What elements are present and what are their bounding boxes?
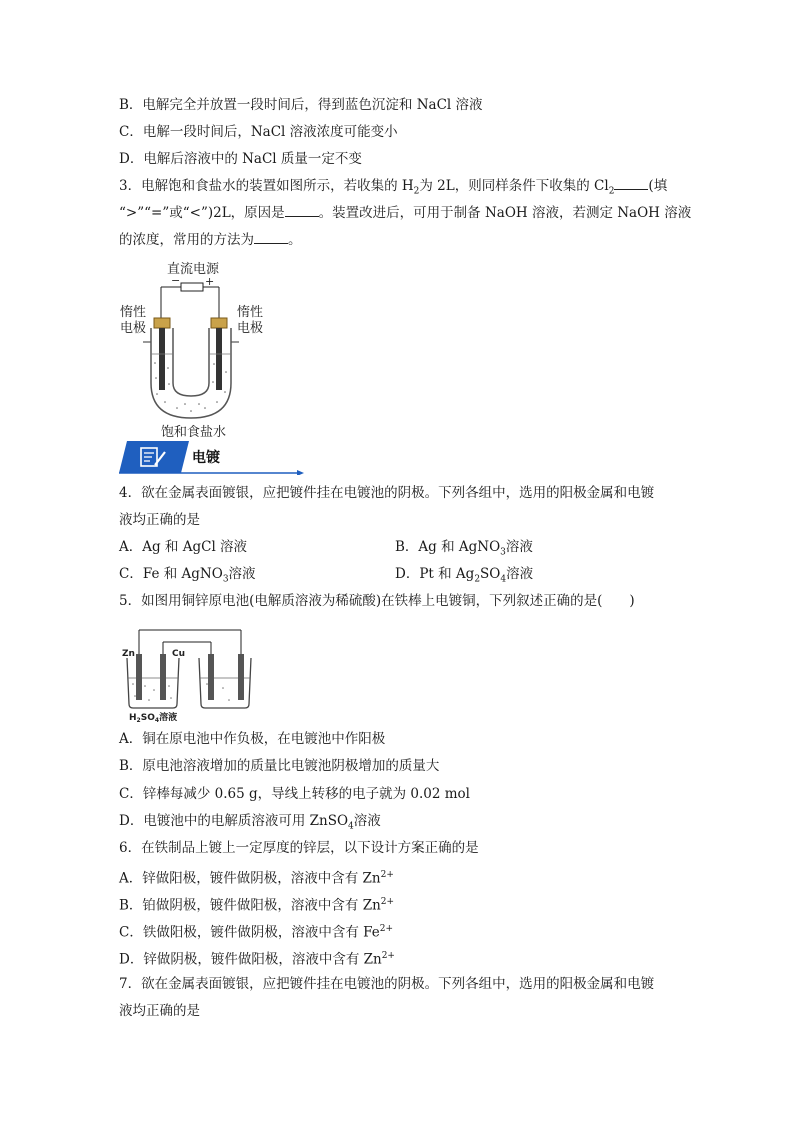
zn-label: Zn (122, 649, 135, 659)
cu-electrode (160, 654, 166, 700)
q2-option-c: C．电解一段时间后，NaCl 溶液浓度可能变小 (119, 124, 398, 140)
q7-stem-line1: 7．欲在金属表面镀银，应把镀件挂在电镀池的阴极。下列各组中，选用的阳极金属和电镀 (119, 976, 655, 992)
galvanic-plating-figure (119, 620, 259, 724)
left-electrode (159, 328, 165, 390)
cu-label: Cu (172, 649, 186, 659)
q4-stem-line2: 液均正确的是 (119, 512, 200, 528)
q3-stem-line1: 3．电解饱和食盐水的装置如图所示，若收集的 $H_2$为 2L，则同样条件下收集的 $Cl_2$ (填 (119, 178, 668, 197)
q5-stem: 5．如图用铜锌原电池(电解质溶液为稀硫酸)在铁棒上电镀铜，下列叙述正确的是( ) (119, 593, 635, 609)
q5-option-c: C．锌棒每减少 0.65 g，导线上转移的电子就为 0.02 mol (119, 786, 470, 802)
right-electrode (216, 328, 222, 390)
battery-icon (181, 283, 203, 291)
q4-option-b: B．Ag 和 AgNO$_3$溶液 (395, 539, 533, 558)
electrolyte-label: $H_2SO_4$溶液 (129, 713, 178, 724)
iron-rod (238, 654, 244, 700)
left-stopper (154, 318, 170, 328)
q6-option-b: B．铂做阴极，镀件做阳极，溶液中含有 $Zn^{2+}$ (119, 897, 395, 914)
answer-blank (285, 204, 319, 217)
answer-blank (254, 231, 288, 244)
plating-anode (208, 654, 214, 700)
section-title: 电镀 (192, 450, 220, 466)
q6-option-d: D．锌做阴极，镀件做阳极，溶液中含有 $Zn^{2+}$ (119, 951, 395, 968)
left-electrode-label-1: 惰性 (120, 305, 147, 320)
q6-option-a: A．锌做阳极，镀件做阴极，溶液中含有 $Zn^{2+}$ (119, 870, 394, 887)
q6-stem: 6．在铁制品上镀上一定厚度的锌层，以下设计方案正确的是 (119, 840, 479, 856)
power-source-label: 直流电源 (167, 262, 220, 277)
electrolysis-u-tube-figure (115, 258, 275, 438)
positive-terminal: + (205, 275, 215, 288)
q5-option-a: A．铜在原电池中作负极，在电镀池中作阳极 (119, 731, 386, 747)
q4-option-c: C．Fe 和 AgNO$_3$溶液 (119, 566, 256, 585)
q4-stem-line1: 4．欲在金属表面镀银，应把镀件挂在电镀池的阴极。下列各组中，选用的阳极金属和电镀 (119, 485, 655, 501)
q5-option-d: D．电镀池中的电解质溶液可用 ZnSO$_4$溶液 (119, 813, 381, 832)
q6-option-c: C．铁做阳极，镀件做阴极，溶液中含有 $Fe^{2+}$ (119, 924, 394, 941)
right-electrode-label-2: 电极 (237, 321, 264, 336)
q4-option-d: D．Pt 和 $Ag_2SO_4$溶液 (395, 566, 534, 585)
right-electrode-label-1: 惰性 (237, 305, 264, 320)
solution-label: 饱和食盐水 (161, 425, 227, 438)
left-electrode-label-2: 电极 (120, 321, 147, 336)
right-stopper (211, 318, 227, 328)
q2-option-b: B．电解完全并放置一段时间后，得到蓝色沉淀和 NaCl 溶液 (119, 97, 483, 113)
q4-option-a: A．Ag 和 AgCl 溶液 (119, 539, 248, 555)
negative-terminal: − (171, 274, 181, 287)
left-beaker (127, 658, 179, 708)
solution-dots (154, 362, 227, 412)
answer-blank (614, 177, 648, 190)
q3-stem-line2: “>”“=”或“<”)2L，原因是 。装置改进后，可用于制备 NaOH 溶液，若测定 NaOH 溶液 (119, 205, 692, 221)
q3-stem-line3: 的浓度，常用的方法为 。 (119, 232, 302, 248)
q7-stem-line2: 液均正确的是 (119, 1003, 200, 1019)
zn-electrode (136, 654, 142, 700)
q5-option-b: B．原电池溶液增加的质量比电镀池阴极增加的质量大 (119, 758, 440, 774)
q2-option-d: D．电解后溶液中的 NaCl 质量一定不变 (119, 151, 362, 167)
